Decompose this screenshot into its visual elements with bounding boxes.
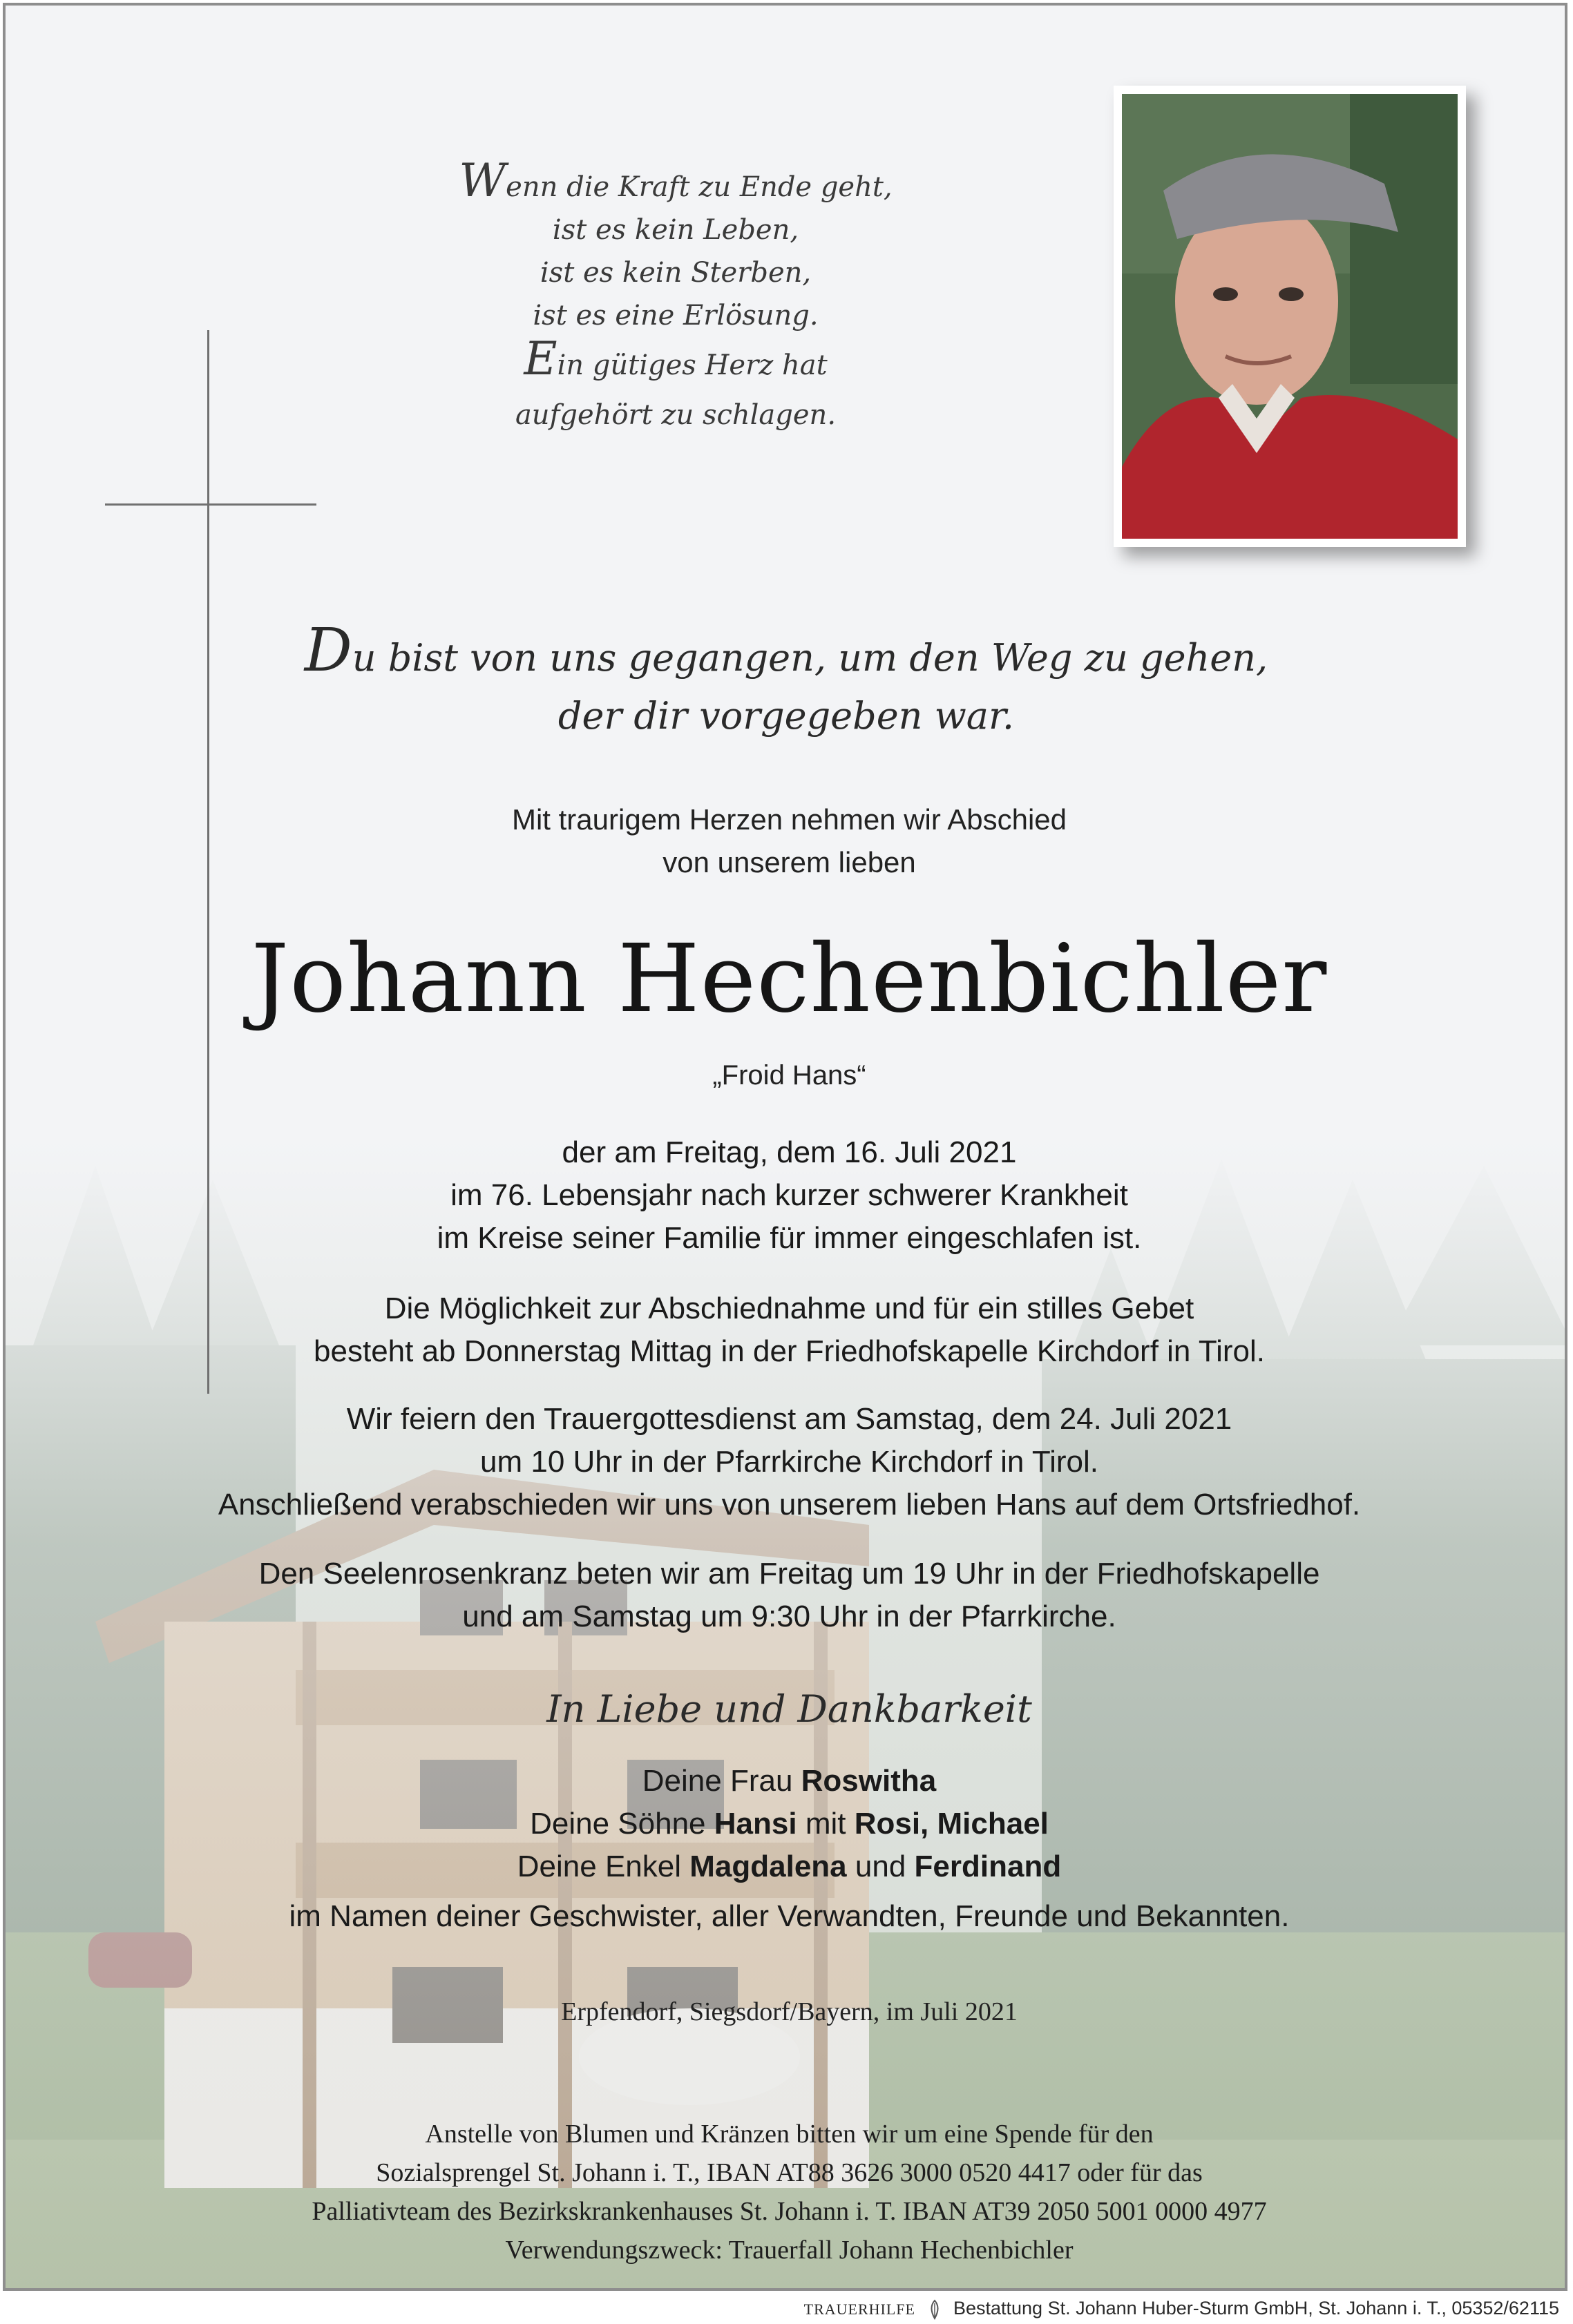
- sons-prefix: Deine Söhne: [530, 1807, 706, 1841]
- grand-prefix: Deine Enkel: [517, 1850, 682, 1883]
- leaf-icon: [927, 2299, 942, 2320]
- service-line-1: Wir feiern den Trauergottesdienst am Samstag, dem 24. Juli 2021: [346, 1402, 1232, 1436]
- sons-names: Rosi, Michael: [854, 1807, 1049, 1841]
- funeral-service-info: [6, 1398, 1567, 1526]
- quote-line-2: der dir vorgegeben war.: [557, 694, 1015, 738]
- footer-brand: TRAUERHILFE: [803, 2301, 915, 2318]
- quote-line-1-text: u bist von uns gegangen, um den Weg zu gehen,: [352, 636, 1268, 680]
- donation-request: [6, 2115, 1567, 2269]
- obituary-card: [3, 3, 1567, 2291]
- quote-line-1: [171, 616, 1401, 687]
- poem-line-6: aufgehört zu schlagen.: [515, 399, 837, 431]
- intro-line-2: von unserem lieben: [662, 846, 916, 878]
- mourner-grandchildren: [6, 1845, 1567, 1888]
- poem: [392, 154, 959, 436]
- wife-name: Roswitha: [801, 1764, 937, 1798]
- mourners-list: [6, 1760, 1567, 1938]
- poem-initial-w: W: [459, 154, 506, 207]
- poem-line-3: ist es kein Sterben,: [540, 257, 812, 289]
- donation-line-1: Anstelle von Blumen und Kränzen bitten wir um eine Spende für den: [425, 2120, 1154, 2149]
- farewell-line-2: besteht ab Donnerstag Mittag in der Friedhofskapelle Kirchdorf in Tirol.: [314, 1334, 1265, 1368]
- rosary-line-2: und am Samstag um 9:30 Uhr in der Pfarrkirche.: [462, 1600, 1116, 1633]
- mourner-sons: [6, 1803, 1567, 1845]
- quote-initial: D: [304, 616, 352, 685]
- footer-company: Bestattung St. Johann Huber-Sturm GmbH, St. Johann i. T., 05352/62115: [953, 2298, 1559, 2318]
- grandchild-2-name: Ferdinand: [914, 1850, 1062, 1883]
- poem-initial-e: E: [524, 332, 557, 385]
- portrait-illustration: [1122, 94, 1458, 539]
- death-notice-line-1: der am Freitag, dem 16. Juli 2021: [562, 1135, 1017, 1169]
- portrait-photo: [1122, 94, 1458, 539]
- service-line-3: Anschließend verabschieden wir uns von unserem lieben Hans auf dem Ortsfriedhof.: [218, 1488, 1361, 1521]
- mourner-wife: [6, 1760, 1567, 1803]
- rosary-info: [6, 1553, 1567, 1638]
- donation-line-2: Sozialsprengel St. Johann i. T., IBAN AT88 3626 3000 0520 4417 oder für das: [376, 2158, 1203, 2187]
- donation-line-4: Verwendungszweck: Trauerfall Johann Hechenbichler: [505, 2236, 1074, 2265]
- son-1-name: Hansi: [714, 1807, 797, 1841]
- farewell-line-1: Die Möglichkeit zur Abschiednahme und für ein stilles Gebet: [384, 1291, 1194, 1325]
- poem-line-1: [392, 154, 959, 209]
- mourner-others: im Namen deiner Geschwister, aller Verwandten, Freunde und Bekannten.: [289, 1899, 1290, 1933]
- grand-und: und: [855, 1850, 906, 1883]
- poem-line-2: ist es kein Leben,: [552, 214, 799, 246]
- donation-line-3: Palliativteam des Bezirkskrankenhauses St. Johann i. T. IBAN AT39 2050 5001 0000 4977: [312, 2197, 1267, 2226]
- deceased-nickname: „Froid Hans“: [712, 1060, 866, 1091]
- death-notice: [6, 1131, 1567, 1260]
- portrait-photo-frame: [1114, 86, 1466, 547]
- poem-line-4: ist es eine Erlösung.: [533, 300, 819, 332]
- death-notice-line-2: im 76. Lebensjahr nach kurzer schwerer Krankheit: [450, 1178, 1128, 1212]
- footer: [804, 2294, 1559, 2322]
- intro-line-1: Mit traurigem Herzen nehmen wir Abschied: [511, 803, 1067, 836]
- poem-line-5: [392, 332, 959, 387]
- cross-horizontal-line: [105, 503, 316, 506]
- death-notice-line-3: im Kreise seiner Familie für immer eingeschlafen ist.: [437, 1221, 1142, 1255]
- closing-phrase: In Liebe und Dankbarkeit: [546, 1687, 1032, 1731]
- service-line-2: um 10 Uhr in der Pfarrkirche Kirchdorf in Tirol.: [480, 1445, 1098, 1479]
- grandchild-1-name: Magdalena: [689, 1850, 847, 1883]
- farewell-info: [6, 1287, 1567, 1373]
- sons-mit: mit: [805, 1807, 846, 1841]
- rosary-line-1: Den Seelenrosenkranz beten wir am Freitag um 19 Uhr in der Friedhofskapelle: [258, 1557, 1320, 1591]
- place-and-date: Erpfendorf, Siegsdorf/Bayern, im Juli 2021: [561, 1997, 1018, 2026]
- poem-line-1-text: enn die Kraft zu Ende geht,: [506, 171, 893, 203]
- poem-line-5-text: in gütiges Herz hat: [557, 349, 828, 381]
- wife-prefix: Deine Frau: [642, 1764, 793, 1798]
- deceased-name: Johann Hechenbichler: [251, 925, 1328, 1034]
- farewell-quote: [171, 616, 1401, 745]
- intro-text: [6, 798, 1567, 884]
